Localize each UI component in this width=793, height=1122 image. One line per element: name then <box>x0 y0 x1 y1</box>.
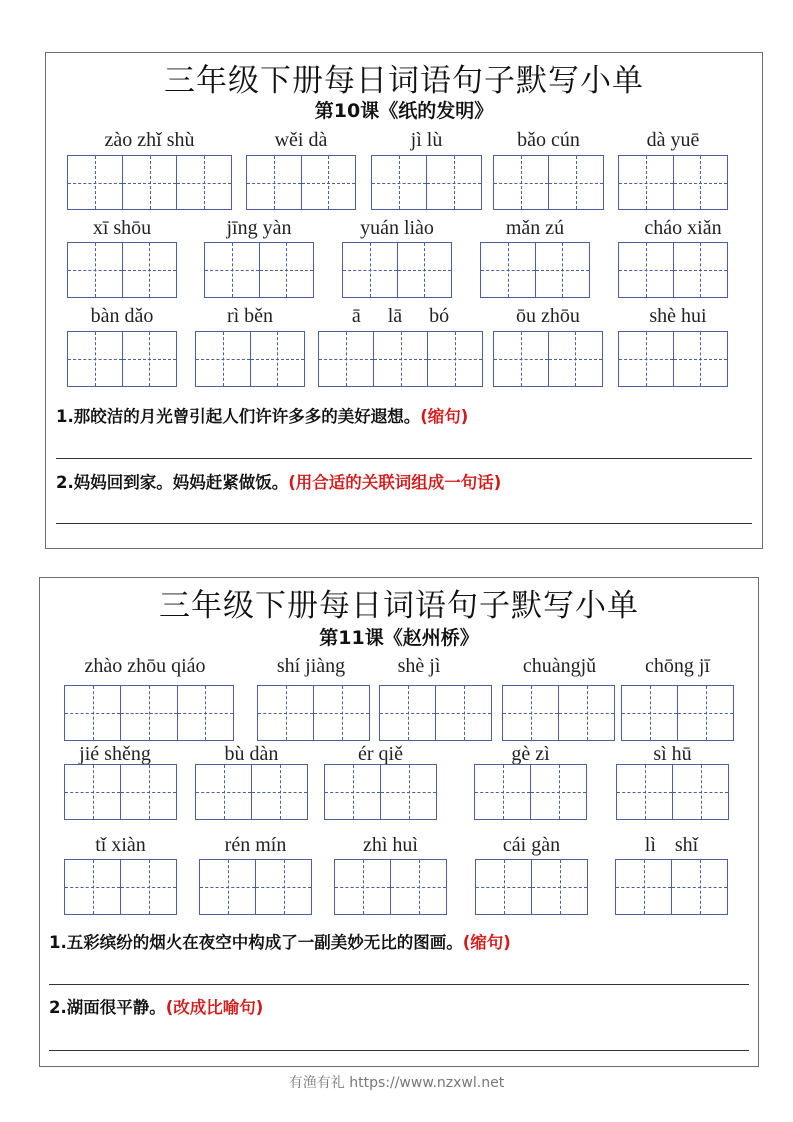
question-text: 2.湖面很平静。 <box>49 998 166 1017</box>
question-1 <box>49 929 511 953</box>
answer-line[interactable] <box>56 458 752 459</box>
pinyin-label: jì lù <box>410 129 443 151</box>
worksheet-title: 三年级下册每日词语句子默写小单 <box>164 63 644 99</box>
pinyin-label: zhào zhōu qiáo <box>84 655 206 677</box>
question-2 <box>49 994 263 1018</box>
pinyin-label: tǐ xiàn <box>95 834 146 856</box>
pinyin-label: zào zhǐ shù <box>104 129 195 151</box>
question-hint: (缩句) <box>420 407 469 426</box>
writing-grid-2[interactable] <box>342 242 452 298</box>
pinyin-label: ōu zhōu <box>516 305 580 327</box>
pinyin-label: gè zì <box>511 743 550 765</box>
worksheet-lesson-10 <box>45 52 763 549</box>
pinyin-label: ā lā bó <box>351 305 450 327</box>
pinyin-label: dà yuē <box>646 129 700 151</box>
writing-grid-2[interactable] <box>67 242 177 298</box>
pinyin-label: xī shōu <box>92 217 152 239</box>
writing-grid-2[interactable] <box>615 859 728 915</box>
question-1 <box>56 403 468 427</box>
question-hint: (用合适的关联词组成一句话) <box>288 473 502 492</box>
pinyin-label: shè jì <box>397 655 441 677</box>
pinyin-label: rì běn <box>226 305 274 327</box>
pinyin-label: rén mín <box>224 834 287 856</box>
pinyin-label: shè hui <box>649 305 707 327</box>
answer-line[interactable] <box>49 1050 749 1051</box>
writing-grid-2[interactable] <box>379 685 492 741</box>
question-text: 2.妈妈回到家。妈妈赶紧做饭。 <box>56 473 289 492</box>
pinyin-label: bǎo cún <box>517 129 580 151</box>
answer-line[interactable] <box>56 523 752 524</box>
writing-grid-2[interactable] <box>618 331 728 387</box>
writing-grid-3[interactable] <box>64 685 234 741</box>
writing-grid-2[interactable] <box>257 685 370 741</box>
pinyin-label: yuán liào <box>360 217 434 239</box>
lesson-subtitle: 第11课《赵州桥》 <box>319 627 479 649</box>
writing-grid-2[interactable] <box>67 331 177 387</box>
writing-grid-2[interactable] <box>502 685 615 741</box>
answer-line[interactable] <box>49 984 749 985</box>
question-text: 1.那皎洁的月光曾引起人们许许多多的美好遐想。 <box>56 407 421 426</box>
lesson-subtitle: 第10课《纸的发明》 <box>314 100 494 122</box>
question-hint: (改成比喻句) <box>165 998 264 1017</box>
pinyin-label: mǎn zú <box>505 217 565 239</box>
question-2 <box>56 469 501 493</box>
writing-grid-2[interactable] <box>475 859 588 915</box>
pinyin-label: cái gàn <box>502 834 561 856</box>
pinyin-label: zhì huì <box>363 834 418 856</box>
writing-grid-2[interactable] <box>618 242 728 298</box>
writing-grid-2[interactable] <box>493 331 603 387</box>
pinyin-label: bàn dǎo <box>90 305 154 327</box>
question-text: 1.五彩缤纷的烟火在夜空中构成了一副美妙无比的图画。 <box>49 933 463 952</box>
writing-grid-2[interactable] <box>480 242 590 298</box>
writing-grid-2[interactable] <box>334 859 447 915</box>
writing-grid-2[interactable] <box>199 859 312 915</box>
pinyin-label: ér qiě <box>358 743 403 765</box>
writing-grid-2[interactable] <box>64 859 177 915</box>
writing-grid-2[interactable] <box>195 331 305 387</box>
writing-grid-2[interactable] <box>474 764 587 820</box>
writing-grid-2[interactable] <box>371 155 482 210</box>
writing-grid-2[interactable] <box>618 155 728 210</box>
writing-grid-2[interactable] <box>195 764 308 820</box>
writing-grid-2[interactable] <box>64 764 177 820</box>
pinyin-label: bù dàn <box>224 743 279 765</box>
pinyin-label: cháo xiǎn <box>644 217 722 239</box>
writing-grid-2[interactable] <box>204 242 314 298</box>
worksheet-title: 三年级下册每日词语句子默写小单 <box>159 588 639 624</box>
question-hint: (缩句) <box>462 933 511 952</box>
writing-grid-3[interactable] <box>67 155 232 210</box>
pinyin-label: wěi dà <box>274 129 328 151</box>
pinyin-label: chuàngjǔ <box>522 655 597 677</box>
pinyin-label: sì hū <box>653 743 692 765</box>
worksheet-lesson-11 <box>39 577 759 1067</box>
writing-grid-2[interactable] <box>616 764 729 820</box>
pinyin-label: lì shǐ <box>644 834 699 856</box>
writing-grid-2[interactable] <box>493 155 604 210</box>
pinyin-label: chōng jī <box>645 655 710 677</box>
pinyin-label: shí jiàng <box>276 655 346 677</box>
pinyin-label: jīng yàn <box>226 217 292 239</box>
writing-grid-3[interactable] <box>318 331 483 387</box>
writing-grid-2[interactable] <box>621 685 734 741</box>
writing-grid-2[interactable] <box>324 764 437 820</box>
writing-grid-2[interactable] <box>246 155 356 210</box>
pinyin-label: jié shěng <box>79 743 151 765</box>
footer-watermark: 有渔有礼 https://www.nzxwl.net <box>288 1075 505 1091</box>
